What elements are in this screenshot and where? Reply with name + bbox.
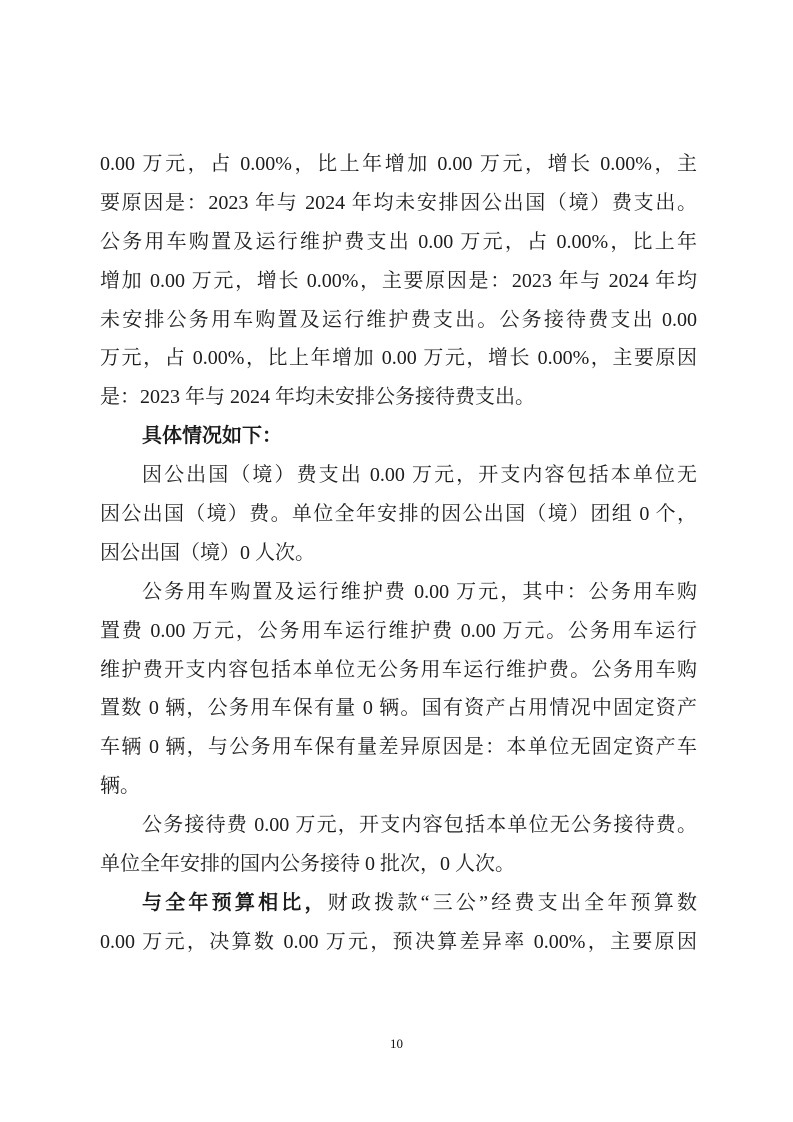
line-text: 未安排公务用车购置及运行维护费支出。公务接待费支出 0.00 [100,308,697,331]
line-text: 公务接待费 0.00 万元，开支内容包括本单位无公务接待费。 [142,814,697,837]
line-text: 财政拨款“三公”经费支出全年预算数 [327,891,697,914]
text-line [100,923,697,962]
line-text: 辆。 [100,775,140,798]
text-line [100,845,697,884]
line-text: 0.00 万元，决算数 0.00 万元，预决算差异率 0.00%，主要原因 [100,930,697,953]
text-line [100,495,697,534]
line-text: 置数 0 辆，公务用车保有量 0 辆。国有资产占用情况中固定资产 [100,697,697,720]
line-text: 因公出国（境）费。单位全年安排的因公出国（境）团组 0 个， [100,503,697,526]
text-line [100,145,697,184]
line-bold-text: 具体情况如下： [142,425,282,448]
text-line [100,456,697,495]
text-line [100,728,697,767]
text-line [100,806,697,845]
section-heading [100,417,697,456]
text-line [100,612,697,651]
line-text: 单位全年安排的国内公务接待 0 批次，0 人次。 [100,853,515,876]
line-text: 要原因是：2023 年与 2024 年均未安排因公出国（境）费支出。 [100,191,697,214]
line-text: 维护费开支内容包括本单位无公务用车运行维护费。公务用车购 [100,658,697,681]
text-line [100,884,697,923]
text-line [100,534,697,573]
text-line [100,301,697,340]
text-line [100,767,697,806]
text-line [100,184,697,223]
text-line [100,262,697,301]
line-text: 置费 0.00 万元，公务用车运行维护费 0.00 万元。公务用车运行 [100,619,697,642]
line-text: 公务用车购置及运行维护费 0.00 万元，其中：公务用车购 [142,580,697,603]
line-bold-text: 与全年预算相比， [142,891,328,914]
text-line [100,573,697,612]
page-number: 10 [390,1036,403,1051]
line-text: 是：2023 年与 2024 年均未安排公务接待费支出。 [100,386,535,409]
line-text: 因公出国（境）费支出 0.00 万元，开支内容包括本单位无 [142,464,697,487]
text-line [100,689,697,728]
line-text: 公务用车购置及运行维护费支出 0.00 万元，占 0.00%，比上年 [100,230,697,253]
text-line [100,223,697,262]
text-line [100,339,697,378]
line-text: 增加 0.00 万元，增长 0.00%，主要原因是：2023 年与 2024 年均 [100,269,697,292]
line-text: 万元，占 0.00%，比上年增加 0.00 万元，增长 0.00%，主要原因 [100,347,697,370]
text-line [100,378,697,417]
line-text: 0.00 万元，占 0.00%，比上年增加 0.00 万元，增长 0.00%，主 [100,153,697,175]
line-text: 因公出国（境）0 人次。 [100,541,315,564]
page-body-text [100,145,697,962]
text-line [100,651,697,690]
line-text: 车辆 0 辆，与公务用车保有量差异原因是：本单位无固定资产车 [100,736,697,759]
